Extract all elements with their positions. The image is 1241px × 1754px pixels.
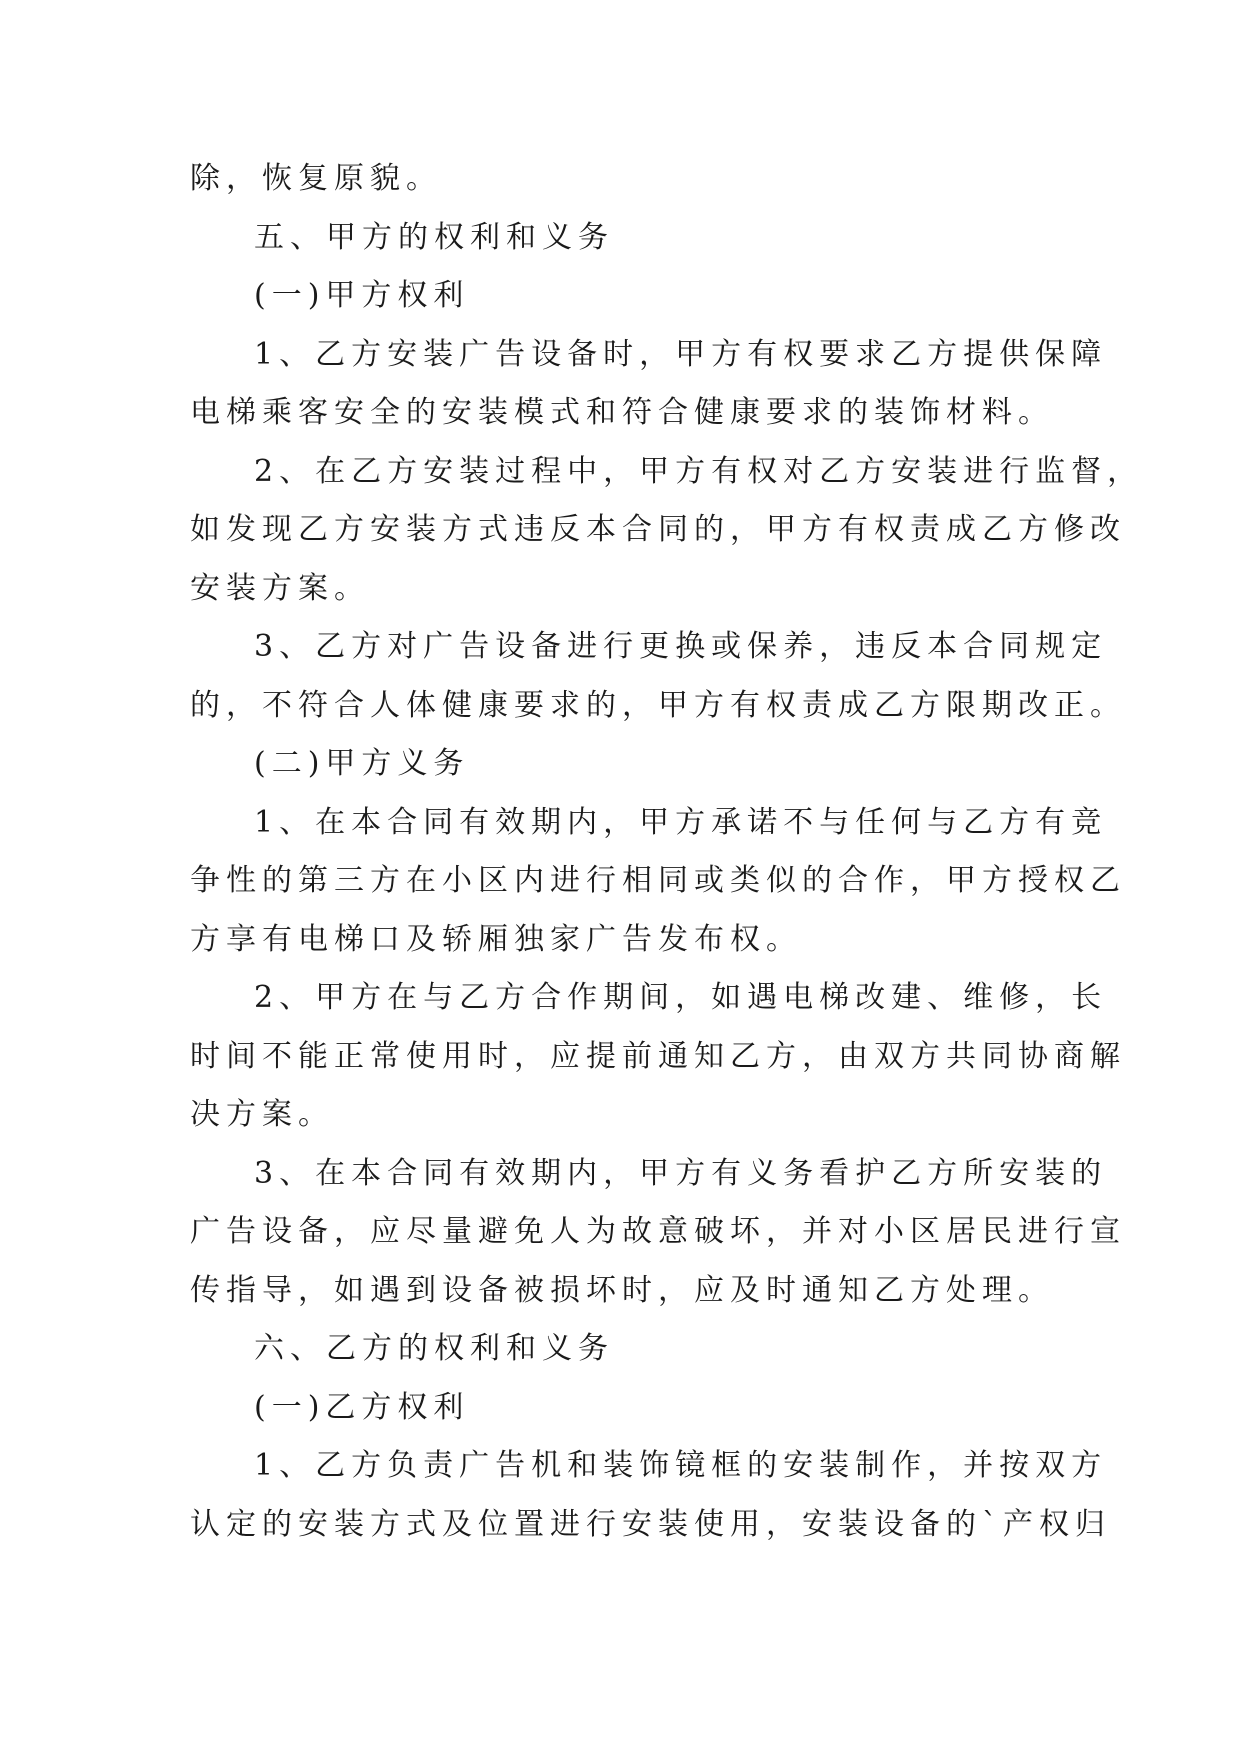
text-line: 1、乙方负责广告机和装饰镜框的安装制作，并按双方 xyxy=(254,1448,1108,1483)
text-line: 时间不能正常使用时，应提前通知乙方，由双方共同协商解 xyxy=(190,1038,1126,1074)
subsection-heading: (一)乙方权利 xyxy=(254,1389,470,1425)
subsection-heading: (一)甲方权利 xyxy=(254,278,470,313)
subsection-heading: (二)甲方义务 xyxy=(254,746,470,781)
text-line: 除，恢复原貌。 xyxy=(190,161,442,196)
text-line: 安装方案。 xyxy=(190,570,370,606)
text-line: 2、甲方在与乙方合作期间，如遇电梯改建、维修，长 xyxy=(254,980,1108,1015)
text-line: 1、在本合同有效期内，甲方承诺不与任何与乙方有竞 xyxy=(254,804,1108,840)
text-line: 如发现乙方安装方式违反本合同的，甲方有权责成乙方修改 xyxy=(190,512,1126,547)
text-line: 电梯乘客安全的安装模式和符合健康要求的装饰材料。 xyxy=(190,395,1054,430)
text-line: 认定的安装方式及位置进行安装使用，安装设备的`产权归 xyxy=(190,1506,1111,1542)
text-line: 3、乙方对广告设备进行更换或保养，违反本合同规定 xyxy=(254,629,1108,664)
text-line: 决方案。 xyxy=(190,1097,334,1132)
text-line: 1、乙方安装广告设备时，甲方有权要求乙方提供保障 xyxy=(254,336,1108,372)
section-heading: 五、甲方的权利和义务 xyxy=(254,219,614,255)
text-line: 争性的第三方在小区内进行相同或类似的合作，甲方授权乙 xyxy=(190,863,1126,898)
document-body xyxy=(190,150,1144,1554)
text-line: 广告设备，应尽量避免人为故意破坏，并对小区居民进行宣 xyxy=(190,1214,1126,1249)
text-line: 2、在乙方安装过程中，甲方有权对乙方安装进行监督， xyxy=(254,453,1144,489)
text-line: 方享有电梯口及轿厢独家广告发布权。 xyxy=(190,921,802,957)
text-line: 3、在本合同有效期内，甲方有义务看护乙方所安装的 xyxy=(254,1155,1108,1191)
text-line: 传指导，如遇到设备被损坏时，应及时通知乙方处理。 xyxy=(190,1272,1054,1308)
section-heading: 六、乙方的权利和义务 xyxy=(254,1331,614,1366)
text-line: 的，不符合人体健康要求的，甲方有权责成乙方限期改正。 xyxy=(190,687,1126,723)
